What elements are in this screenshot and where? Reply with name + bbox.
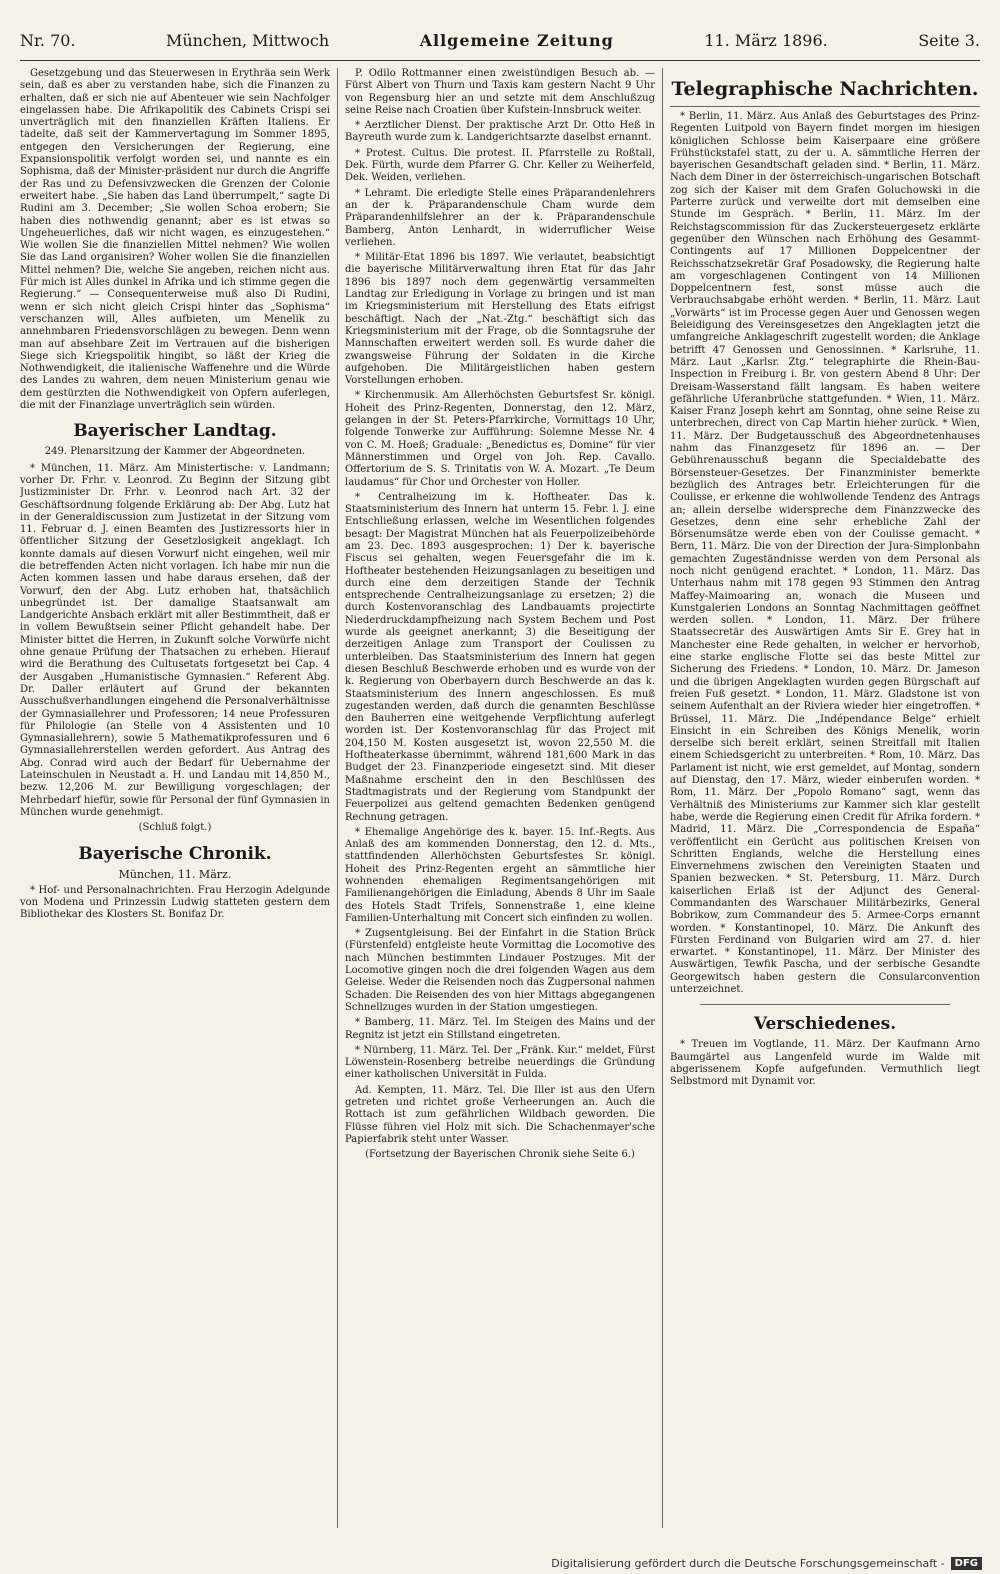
dateline: München, 11. März. bbox=[118, 867, 232, 881]
article-text: * Aerztlicher Dienst. Der praktische Arzt Dr. Otto Heß in Bayreuth wurde zum k. Landgerichtsarzte daselbst ernannt. bbox=[345, 120, 655, 144]
article-text: * Berlin, 11. März. Aus Anlaß des Geburtstages des Prinz-Regenten Luitpold von Bayern findet morgen im hiesigen königlichen Schlosse beim Kaiserpaare eine größere Frühstückstafel statt, zu der u. A. sämmtliche Herren der bayerischen Gesandtschaft geladen sind. * Berlin, 11. März. Nach dem Diner in der österreichisch-ungarischen Botschaft zog sich der Kaiser mit dem Grafen Goluchowski in die Parterre zurück und verweilte dort mit demselben eine Stunde im Gespräch. * Berlin, 11. März. Im der Reichstagscommission für das Zuckersteuergesetz erklärte gegenüber den Wünschen nach Erhöhung des Gesammt-Contingents auf 17 Millionen Doppelcentner der Reichsschatzsekretär Graf Posadowsky, die Regierung halte am vorgeschlagenen Contingent von 14 Millionen Doppelcentnern fest, sonst müsse auch die Verbrauchsabgabe erhöht werden. * Berlin, 11. März. Laut „Vorwärts“ ist im Processe gegen Auer und Genossen wegen Beleidigung des Vereinsgesetzes den Angeklagten jetzt die umfangreiche Anklageschrift zugestellt worden; die Anklage betrifft 47 Genossen und Genossinnen. * Karlsruhe, 11. März. Laut „Karlsr. Ztg.“ telegraphirte die Rhein-Bau-Inspection in Freiburg i. Br. von gestern Abend 8 Uhr: Der Dreisam-Wasserstand fällt langsam. Es haben weitere gefährliche Uferanbrüche stattgefunden. * Wien, 11. März. Kaiser Franz Joseph kehrt am Sonntag, ohne seine Reise zu unterbrechen, direct von Cap Martin hieher zurück. * Wien, 11. März. Der Budgetausschuß des Abgeordnetenhauses nahm das Finanzgesetz für 1896 an. — Der Gebührenausschuß begann die Specialdebatte des Börsensteuer-Gesetzes. Der Finanzminister bemerkte bezüglich des Antrages betr. Erleichterungen für die Coulisse, er erkenne die wohlwollende Tendenz des Antrags an; allein derselbe widerspreche dem Finanzzwecke des Gesetzes, denn eine sehr erhebliche Zahl der Börsenumsätze werde eben von der Coulisse gemacht. * Bern, 11. März. Die von der Direction der Jura-Simplonbahn gemachten Zugeständnisse werden von dem Personal als noch nicht genügend erachtet. * London, 11. März. Das Unterhaus nahm mit 178 gegen 93 Stimmen den Antrag Maffey-Maimoaring an, wonach die Museen und Kunstgalerien Londons an Sonntag Nachmittagen geöffnet werden sollen. * London, 11. März. Der frühere Staatssecretär des Auswärtigen Amts Sir E. Grey hat in Manchester eine Rede gehalten, in welcher er hervorhob, eine starke englische Flotte sei das beste Mittel zur Sicherung des Friedens. * London, 10. März. Dr. Jameson und die übrigen Angeklagten wurden gegen Bürgschaft auf freien Fuß gesetzt. * London, 11. März. Gladstone ist von seinem Aufenthalt an der Riviera wieder hier eingetroffen. * Brüssel, 11. März. Die „Indépendance Belge“ erhielt Einsicht in ein Schreiben des Königs Menelik, worin derselbe sich bereit erklärt, seinen Streitfall mit Italien einem Schiedsgericht zu unterbreiten. * Rom, 10. März. Das Parlament ist nicht, wie erst gemeldet, auf Montag, sondern auf Dienstag, den 17. März, wieder einberufen worden. * Rom, 11. März. Der „Popolo Romano“ sagt, wenn das Verhältniß des Ministeriums zur Kammer sich klar gestellt habe, werde die Regierung einen Credit für Afrika fordern. * Madrid, 11. März. Die „Correspondencia de España“ veröffentlicht ein Gerücht aus politischen Kreisen von Schritten Englands, welche die Herstellung eines Einvernehmens zwischen den Vereinigten Staaten und Spanien bezwecken. * St. Petersburg, 11. März. Durch kaiserlichen Erlaß ist der Adjunct des General-Commandanten des Warschauer Militärbezirks, General Bobrikow, zum Commandeur des 5. Armee-Corps ernannt worden. * Konstantinopel, 10. März. Die Ankunft des Fürsten Ferdinand von Bulgarien wird am 27. d. hier erwartet. * Konstantinopel, 11. März. Der Minister des Auswärtigen, Tewfik Pascha, und der serbische Gesandte Georgewitsch haben gestern die Consularconvention unterzeichnet. bbox=[670, 111, 980, 996]
page-number: Seite 3. bbox=[918, 30, 980, 50]
article-text: * Kirchenmusik. Am Allerhöchsten Geburtsfest Sr. königl. Hoheit des Prinz-Regenten, Donnerstag, den 12. März, gelangen in der St. Peters-Pfarrkirche, Vormittags 10 Uhr, folgende Tonwerke zur Aufführung: Solemne Messe Nr. 4 von C. M. Hoeß; Graduale: „Benedictus es, Domine“ für vier Männerstimmen und Orgel von Joh. Rep. Cavallo. Offertorium de S. S. Trinitatis von W. A. Mozart. „Te Deum laudamus“ für Chor und Orchester von Holler. bbox=[345, 390, 655, 488]
masthead bbox=[20, 20, 980, 61]
column-1 bbox=[20, 68, 330, 1528]
article-text: Gesetzgebung und das Steuerwesen in Erythräa sein Werk sein, daß es aber zu verstanden habe, sich die Finanzen zu erhalten, daß er sich nie auf Abenteuer wie sein Nachfolger eingelassen habe. Die Afrikapolitik des Cabinets Crispi sei unverträglich mit den finanziellen Kräften Italiens. Er tadelte, daß seit der Kammervertagung im Sommer 1895, entgegen den Versicherungen der Regierung, eine Expansionspolitik verfolgt worden sei, und nannte es ein Sophisma, daß der Minister-präsident nur durch die Angriffe der Ras und zu Defensivzwecken die Grenzen der Colonie erweitert habe. „Sie haben das Land überrumpelt,“ sagte Di Rudini am 3. December; „Sie wollen Schoa erobern; Sie haben dies nothwendig genannt; aber es ist etwas so Ungeheuerliches, daß wir nicht wagen, es einzugestehen.“ Wie wollen Sie die finanziellen Mittel nehmen? Wie wollen Sie das Land organisiren? Woher wollen Sie die finanziellen Mittel nehmen? Die, welche Sie angeben, reichen nicht aus. Für mich ist Alles dunkel in Afrika und ich stimme gegen die Regierung.“ — Consequenterweise muß also Di Rudini, wenn er sich nicht gleich Crispi hinter das „Sophisma“ verschanzen will, Alles aufbieten, um Menelik zu annehmbaren Friedensvorschlägen zu bewegen. Denn wenn man auf absehbare Zeit im Vertrauen auf die bisherigen Siege sich Kriegspolitik hingibt, so läßt der Krieg die Nothwendigkeit, die italienische Waffenehre und die Würde des Landes zu wahren, dem neuen Ministerium genau wie dem gestürzten die Nothwendigkeit von Opfern auferlegen, die mit der Finanzlage unverträglich sein würden. bbox=[20, 68, 330, 412]
article-text: * Protest. Cultus. Die protest. II. Pfarrstelle zu Roßtall, Dek. Fürth, wurde dem Pfarrer G. Chr. Keller zu Weiherfeld, Dek. Weiden, verliehen. bbox=[345, 147, 655, 184]
newspaper-page bbox=[20, 20, 980, 1545]
continuation-note: (Fortsetzung der Bayerischen Chronik siehe Seite 6.) bbox=[365, 1149, 635, 1161]
issue-number: Nr. 70. bbox=[20, 30, 76, 50]
dfg-logo: DFG bbox=[951, 1557, 982, 1570]
session-subheading: 249. Plenarsitzung der Kammer der Abgeordneten. bbox=[44, 446, 306, 458]
article-text: * Zugsentgleisung. Bei der Einfahrt in die Station Brück (Fürstenfeld) entgleiste heute Vormittag die Locomotive des nach München bestimmten Lindauer Postzuges. Mit der Locomotive gingen noch die drei folgenden Wagen aus dem Geleise. Weder die Reisenden noch das Zugpersonal nahmen Schaden. Die Reisenden des von hier Mittags abgegangenen Schnellzuges wurden in der Station umgestiegen. bbox=[345, 928, 655, 1013]
article-text: * Nürnberg, 11. März. Tel. Der „Fränk. Kur.“ meldet, Fürst Löwenstein-Rosenberg betreibe neuerdings die Gründung einer katholischen Universität in Fulda. bbox=[345, 1044, 655, 1081]
article-text: Ad. Kempten, 11. März. Tel. Die Iller ist aus den Ufern getreten und richtet große Verheerungen an. Auch die Rottach ist zum gefährlichen Wildbach geworden. Die Flüsse führen viel Holz mit sich. Die Schachenmayer'sche Papierfabrik steht unter Wasser. bbox=[345, 1084, 655, 1145]
column-3 bbox=[670, 68, 980, 1528]
article-text: * Militär-Etat 1896 bis 1897. Wie verlautet, beabsichtigt die bayerische Militärverwaltung ihren Etat für das Jahr 1896 bis 1897 noch dem gegenwärtig versammelten Landtag zur Erledigung in Vorlage zu bringen und ist man im Kriegsministerium mit Herstellung des Etats eifrigst beschäftigt. Nach der „Nat.-Ztg.“ beschäftigt sich das Kriegsministerium mit der Frage, ob die Sonntagsruhe der Mannschaften erweitert werden soll. Es wurde daher die zwangsweise Führung der Soldaten in die Kirche aufgehoben. Die Militärgeistlichen haben gestern Vorstellungen erhoben. bbox=[345, 252, 655, 387]
article-text: * Lehramt. Die erledigte Stelle eines Präparandenlehrers an der k. Präparandenschule Cham wurde dem Präparandenhilfslehrer an der k. Präparandenschule Bamberg, Anton Lenhardt, in widerruflicher Weise verliehen. bbox=[345, 187, 655, 248]
continuation-note: (Schluß folgt.) bbox=[138, 822, 212, 834]
article-text: * Ehemalige Angehörige des k. bayer. 15. Inf.-Regts. Aus Anlaß des am kommenden Donnerstag, den 12. d. Mts., stattfindenden Allerhöchsten Geburtsfestes Sr. königl. Hoheit des Prinz-Regenten ergeht an sämmtliche hier wohnenden ehemaligen Regimentsangehörigen mit Familienangehörigen die Einladung, Abends 8 Uhr im Saale des Hotels Stadt Trifels, Sonnenstraße 1, eine kleine Familien-Unterhaltung mit Concert sich einfinden zu wollen. bbox=[345, 826, 655, 924]
column-2 bbox=[345, 68, 655, 1528]
column-divider bbox=[337, 68, 338, 1528]
section-heading-misc: Verschiedenes. bbox=[753, 1014, 897, 1035]
footer-credit: Digitalisierung gefördert durch die Deutsche Forschungsgemeinschaft - bbox=[551, 1556, 945, 1570]
article-text: * Hof- und Personalnachrichten. Frau Herzogin Adelgunde von Modena und Prinzessin Ludwig statteten gestern dem Bibliothekar des Klosters St. Bonifaz Dr. bbox=[20, 884, 330, 921]
section-heading-landtag: Bayerischer Landtag. bbox=[73, 421, 277, 442]
article-text: * Treuen im Vogtlande, 11. März. Der Kaufmann Arno Baumgärtel aus Langenfeld wurde im Walde mit abgerissenem Kopfe aufgefunden. Vermuthlich liegt Selbstmord mit Dynamit vor. bbox=[670, 1039, 980, 1088]
digitization-footer bbox=[0, 1552, 1000, 1574]
article-text: P. Odilo Rottmanner einen zweistündigen Besuch ab. — Fürst Albert von Thurn und Taxis kam gestern Nacht 9 Uhr von Regensburg hier an und setzte mit dem Anschlußzug seine Reise nach Croatien über Kufstein-Innsbruck weiter. bbox=[345, 68, 655, 116]
article-text: * Bamberg, 11. März. Tel. Im Steigen des Mains und der Regnitz ist jetzt ein Stillstand eingetreten. bbox=[345, 1017, 655, 1041]
paper-title: Allgemeine Zeitung bbox=[419, 30, 614, 50]
divider bbox=[700, 1004, 950, 1005]
column-divider bbox=[662, 68, 663, 1528]
article-text: * Centralheizung im k. Hoftheater. Das k. Staatsministerium des Innern hat unterm 15. Febr. l. J. eine Entschließung erlassen, welche im Wesentlichen folgendes besagt: Der Magistrat München hat als Feuerpolizeibehörde am 23. Dec. 1893 ausgesprochen: 1) Der k. bayerische Fiscus sei gehalten, wegen Feuersgefahr die im k. Hoftheater bestehenden Heizungsanlagen zu beseitigen und durch eine dem derzeitigen Stande der Technik entsprechende Centralheizungsanlage zu ersetzen; 2) die durch Kostenvoranschlag des Landbauamts projectirte Niederdruckdampfheizung nach System Bechem und Post wurde als geeignet anerkannt; 3) die Beseitigung der derzeitigen Anlage zum Transport der Coulissen zu unterbleiben. Das Staatsministerium des Innern hat gegen diesen Beschluß Beschwerde erhoben und es wurde von der k. Regierung von Oberbayern durch Beschwerde an das k. Staatsministerium des Innern angeschlossen. Es muß zugestanden werden, daß durch die genannten Beschlüsse den Bauherren eine weitgehende Verpflichtung auferlegt worden ist. Der Kostenvoranschlag für das Project mit 204,150 M. Kosten ausgesetzt ist, wovon 22,550 M. die Hoftheaterkasse übernimmt, während 181,600 Mark in das Budget der 23. Finanzperiode eingesetzt sind. Mit dieser Maßnahme erscheint den in den Beschlüssen des Stadtmagistrats und der Regierung vom Standpunkt der Feuerpolizei aus geltend gemachten Bedenken genügend Rechnung getragen. bbox=[345, 491, 655, 823]
section-heading-telegraph: Telegraphische Nachrichten. bbox=[670, 76, 980, 107]
issue-date: 11. März 1896. bbox=[704, 30, 828, 50]
city-day: München, Mittwoch bbox=[165, 30, 330, 50]
article-text: * München, 11. März. Am Ministertische: v. Landmann; vorher Dr. Frhr. v. Leonrod. Zu Beginn der Sitzung gibt Justizminister Dr. Frhr. v. Leonrod nach Art. 32 der Geschäftsordnung folgende Erklärung ab: Der Abg. Lutz hat in der Generaldiscussion zum Justizetat in der Sitzung vom 11. Februar d. J. einen Beamten des Justizressorts hier in öffentlicher Sitzung der Gesetzlosigkeit angeklagt. Ich konnte damals auf diesen Vorwurf nicht eingehen, weil mir die betreffenden Acten nicht vorlagen. Ich habe mir nun die Acten kommen lassen und habe daraus ersehen, daß der Vorwurf, den der Abg. Lutz erhoben hat, thatsächlich unbegründet ist. Der damalige Staatsanwalt am Landgerichte Ansbach erklärt mit aller Bestimmtheit, daß er in vollem Bewußtsein seiner Pflicht gehandelt habe. Der Minister bittet die Herren, in Zukunft solche Vorwürfe nicht ohne genaue Prüfung der Thatsachen zu erheben. Hierauf wird die Berathung des Cultusetats fortgesetzt bei Cap. 4 der Ausgaben „Humanistische Gymnasien.“ Referent Abg. Dr. Daller erläutert auf Grund der bekannten Ausschußverhandlungen eingehend die Personalverhältnisse der Gymnasiallehrer und Professoren; 14 neue Professuren für Philologie (an Stelle von 4 Assistenten und 10 Gymnasiallehrern), sowie 5 Mathematikprofessuren und 6 Gymnasiallehrerstellen werden gefordert. Aus Antrag des Abg. Conrad wird auch der Bedarf für Uebernahme der Lateinschulen in Neustadt a. H. und Landau mit 14,850 M., bezw. 12,206 M. zur Bewilligung vorgeschlagen; der Mehrbedarf hiefür, sowie für Personal der fünf Gymnasien in München wurde genehmigt. bbox=[20, 462, 330, 818]
section-heading-chronik: Bayerische Chronik. bbox=[78, 843, 272, 864]
